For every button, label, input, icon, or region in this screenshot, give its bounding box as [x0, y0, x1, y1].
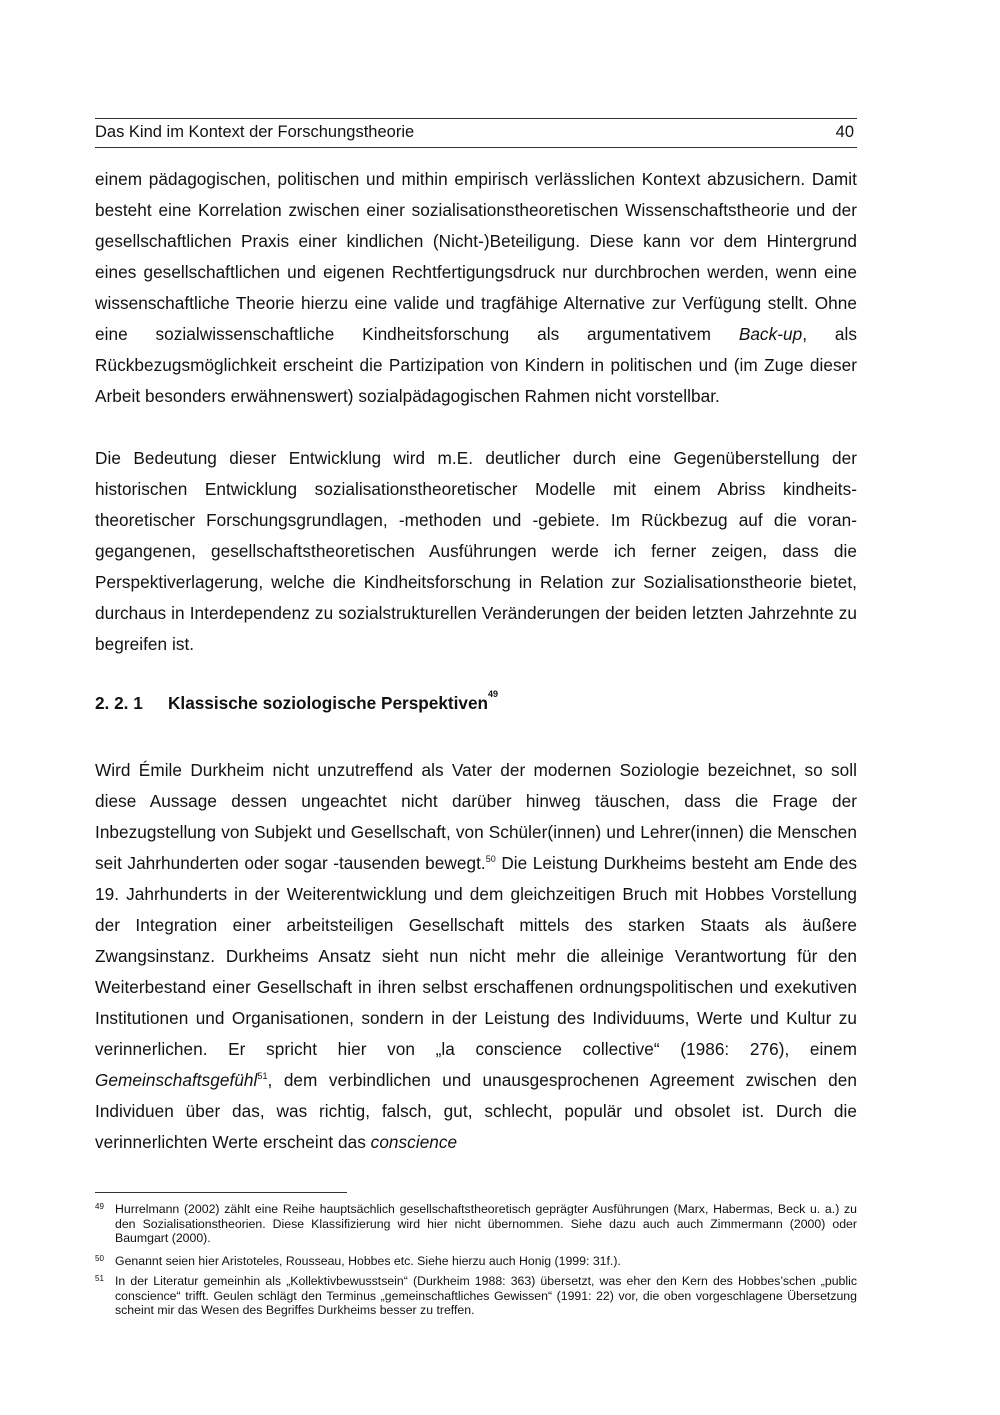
paragraph-1: [95, 164, 857, 412]
paragraph-3: [95, 755, 857, 1158]
footnote-mark: 50: [95, 1254, 104, 1263]
paragraph-3-text-b: Die Leistung Durkheims besteht am Ende des 19. Jahrhunderts in der Weiterentwicklung und dem gleichzeitigen Bruch mit Hobbes Vorstellung der Integration einer arbeitsteiligen Gesellschaft mittels des starken Staats als äußere Zwangsinstanz. Durkheims Ansatz sieht nun nicht mehr die alleinige Verantwortung für den Weiterbestand einer Gesellschaft in ihren selbst erschaffenen ordnungspolitischen und exekutiven Institutionen und Organisationen, sondern in der Leistung des Individuums, Werte und Kultur zu verinnerlichen. Er spricht hier von „la conscience collective“ (1986: 276), einem: [95, 853, 858, 1059]
page-number: 40: [835, 123, 854, 141]
section-title: Klassische soziologische Perspektiven: [168, 693, 489, 713]
footnote-mark: 51: [95, 1274, 104, 1283]
footnote-49: [95, 1202, 857, 1246]
header-title: Das Kind im Kontext der Forschungstheorie: [95, 123, 415, 141]
footnote-separator: [95, 1192, 347, 1193]
section-heading: [95, 689, 499, 714]
footnote-50: [95, 1254, 857, 1269]
footnote-mark: 49: [95, 1202, 104, 1211]
footnote-text: Genannt seien hier Aristoteles, Rousseau, Hobbes etc. Siehe hierzu auch Honig (1999: 31f.).: [115, 1254, 621, 1268]
running-header: [95, 118, 857, 148]
paragraph-2: Die Bedeutung dieser Entwicklung wird m.E. deutlicher durch eine Gegenüberstellung der historischen Entwicklung sozialisationstheoretischer Modelle mit einem Abriss kindheitstheoretischer Forschungsgrundlagen, -methoden und -gebiete. Im Rückbezug auf die vorangegangenen, gesellschaftstheoretischen Ausführungen werde ich ferner zeigen, dass die Perspektiverlagerung, welche die Kindheitsforschung in Relation zur Sozialisationstheorie bietet, durchaus in Interdependenz zu sozialstrukturellen Veränderungen der beiden letzten Jahrzehnte zu begreifen ist.: [95, 448, 857, 654]
paragraph-3-text-a: Wird Émile Durkheim nicht unzutreffend als Vater der modernen Soziologie bezeichnet, so soll diese Aussage dessen ungeachtet nicht darüber hinweg täuschen, dass die Frage der Inbezugstellung von Subjekt und Gesellschaft, von Schüler(innen) und Lehrer(innen) die Menschen seit Jahrhunderten oder sogar -tausenden bewegt.: [95, 760, 857, 873]
section-number: 2. 2. 1: [95, 693, 143, 713]
term-gemeinschaftsgefuehl: Gemeinschaftsgefühl: [95, 1070, 258, 1090]
term-back-up: Back-up: [738, 324, 803, 344]
footnote-ref-49: 49: [488, 689, 499, 699]
footnote-51: [95, 1274, 857, 1318]
paragraph-3-text-c: , dem verbindlichen und unausgesprochenen Agreement zwischen den Individuen über das, was richtig, falsch, gut, schlecht, populär und obsolet ist. Durch die verinnerlichten Werte erscheint das: [95, 1070, 857, 1152]
term-conscience: conscience: [370, 1132, 458, 1152]
paragraph-1-text-a: einem pädagogischen, politischen und mithin empirisch verlässlichen Kontext abzusichern. Damit besteht eine Korrelation zwischen einer sozialisationstheoretischen Wissenschaftstheorie und der gesellschaftlichen Praxis einer kindlichen (Nicht-)Beteiligung. Diese kann vor dem Hintergrund eines gesellschaftlichen und eigenen Rechtfertigungsdruck nur durchbrochen werden, wenn eine wissenschaftliche Theorie hierzu eine valide und tragfähige Alternative zur Verfügung stellt. Ohne eine sozialwissenschaftliche Kindheitsforschung als argumentativem: [95, 169, 857, 344]
footnote-text: Hurrelmann (2002) zählt eine Reihe hauptsächlich gesellschaftstheoretisch geprägter Ausführungen (Marx, Habermas, Beck u. a.) zu den Sozialisationstheorien. Diese Klassifizierung wird hier nicht übernommen. Siehe dazu auch auch Zimmermann (2000) oder Baumgart (2000).: [115, 1202, 857, 1246]
footnote-ref-50: 50: [485, 854, 496, 864]
footnote-text: In der Literatur gemeinhin als „Kollektivbewusstsein“ (Durkheim 1988: 363) übersetzt, was eher den Kern des Hobbes’schen „public conscience“ trifft. Geulen schlägt den Terminus „gemeinschaftliches Gewissen“ (1991: 22) vor, die oben vorgeschlagene Übersetzung scheint mir das Wesen des Begriffes Durkheims besser zu treffen.: [115, 1274, 857, 1318]
footnote-ref-51: 51: [257, 1071, 268, 1081]
paragraph-1-text-b: , als Rückbezugsmöglichkeit erscheint die Partizipation von Kindern in politischen und (im Zuge dieser Arbeit besonders erwähnenswert) sozialpädagogischen Rahmen nicht vorstellbar.: [95, 324, 857, 406]
